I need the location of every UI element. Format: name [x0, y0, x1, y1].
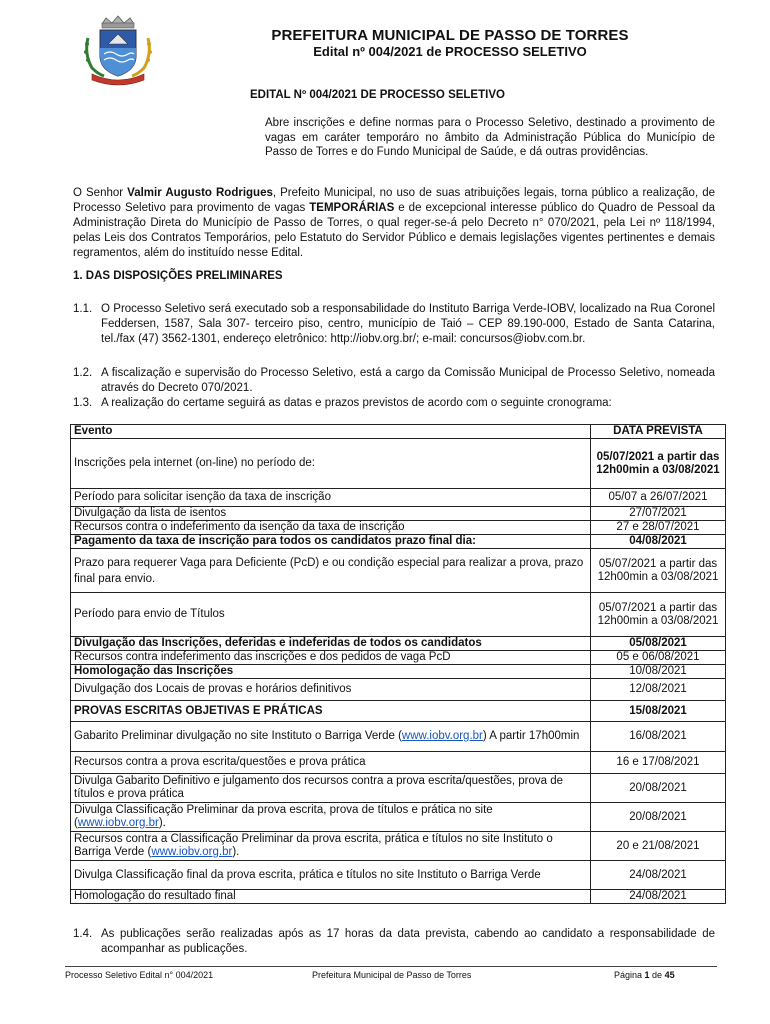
footer-page-number: Página 1 de 45	[614, 970, 675, 980]
table-row: Divulgação das Inscrições, deferidas e indeferidas de todos os candidatos 05/08/2021	[71, 637, 726, 651]
schedule-table	[70, 424, 726, 904]
edital-subtitle: Edital nº 004/2021 de PROCESSO SELETIVO	[313, 44, 587, 59]
clause-1-3: 1.3. A realização do certame seguirá as datas e prazos previstos de acordo com o seguinte cronograma:	[73, 397, 612, 409]
iobv-link[interactable]: www.iobv.org.br	[151, 846, 233, 858]
table-header-row	[71, 425, 726, 439]
table-row: Divulga Classificação Preliminar da prova escrita, prova de títulos e prática no site (www.iobv.org.br). 20/08/2021	[71, 803, 726, 832]
footer-divider	[65, 966, 717, 967]
table-row: Divulgação da lista de isentos 27/07/2021	[71, 507, 726, 521]
mayor-name: Valmir Augusto Rodrigues	[127, 187, 273, 199]
table-row: Divulgação dos Locais de provas e horários definitivos 12/08/2021	[71, 679, 726, 701]
table-row: Inscrições pela internet (on-line) no período de: 05/07/2021 a partir das 12h00min a 03/08/2021	[71, 439, 726, 489]
table-row: Pagamento da taxa de inscrição para todos os candidatos prazo final dia: 04/08/2021	[71, 535, 726, 549]
table-row: Prazo para requerer Vaga para Deficiente (PcD) e ou condição especial para realizar a prova, prazo final para envio. 05/07/2021 a partir das 12h00min a 03/08/2021	[71, 549, 726, 593]
table-row: Divulga Gabarito Definitivo e julgamento dos recursos contra a prova escrita/questões, prova de títulos e prova prática 20/08/2021	[71, 774, 726, 803]
municipal-coat-of-arms-icon	[78, 14, 158, 88]
table-row: Recursos contra indeferimento das inscrições e dos pedidos de vaga PcD 05 e 06/08/2021	[71, 651, 726, 665]
table-row: Homologação do resultado final 24/08/2021	[71, 890, 726, 904]
table-row: Divulga Classificação final da prova escrita, prática e títulos no site Instituto o Barriga Verde 24/08/2021	[71, 861, 726, 890]
temporarias-label: TEMPORÁRIAS	[309, 202, 395, 214]
table-row: Período para envio de Títulos 05/07/2021 a partir das 12h00min a 03/08/2021	[71, 593, 726, 637]
header-data: DATA PREVISTA	[591, 425, 726, 439]
header-evento: Evento	[71, 425, 591, 439]
clause-1-4: 1.4. As publicações serão realizadas após as 17 horas da data prevista, cabendo ao candidato a responsabilidade de acompanhar as publicações.	[73, 928, 715, 955]
iobv-link[interactable]: www.iobv.org.br	[401, 730, 483, 742]
ementa-paragraph: Abre inscrições e define normas para o Processo Seletivo, destinado a provimento de vagas em caráter temporáro no âmbito da Administração Pública do Município de Passo de Torres e do Fundo Municipal de Saúde, e dá outras providências.	[265, 117, 715, 158]
table-row: Recursos contra a prova escrita/questões e prova prática 16 e 17/08/2021	[71, 752, 726, 774]
section-heading-1: 1. DAS DISPOSIÇÕES PRELIMINARES	[73, 270, 283, 282]
intro-paragraph: O Senhor Valmir Augusto Rodrigues, Prefeito Municipal, no uso de suas atribuições legais, torna público a realização, de Processo Seletivo para provimento de vagas TEMPORÁRIAS e de excepcional interesse público do Quadro de Pessoal da Administração Direta do Município de Passo de Torres, o qual reger-se-á pelo Decreto n° 070/2021, pela Lei nº 118/1994, pelas Leis dos Contratos Temporários, pelo Estatuto do Servidor Público e demais legislações vigentes pertinentes e demais regramentos, além do instituído nesse Edital.	[73, 187, 716, 259]
clause-1-2: 1.2. A fiscalização e supervisão do Processo Seletivo, está a cargo da Comissão Municipal de Processo Seletivo, nomeada através do Decreto 070/2021.	[73, 367, 715, 394]
footer-edital: Processo Seletivo Edital n° 004/2021	[65, 970, 214, 980]
iobv-link[interactable]: www.iobv.org.br	[77, 817, 159, 829]
municipality-title: PREFEITURA MUNICIPAL DE PASSO DE TORRES	[271, 27, 629, 44]
footer-municipality: Prefeitura Municipal de Passo de Torres	[312, 970, 472, 980]
clause-1-1: 1.1. O Processo Seletivo será executado sob a responsabilidade do Instituto Barriga Verde-IOBV, localizado na Rua Coronel Feddersen, 1587, Sala 307- terceiro piso, centro, município de Taió – CEP 89.190-000, Estado de Santa Catarina, tel./fax (47) 3562-1301, endereço eletrônico: http://iobv.org.br/; e-mail: concursos@iobv.com.br.	[73, 303, 715, 345]
table-row: Recursos contra a Classificação Preliminar da prova escrita, prática e títulos no site Instituto o Barriga Verde (www.iobv.org.br). 20 e 21/08/2021	[71, 832, 726, 861]
table-row: Recursos contra o indeferimento da isenção da taxa de inscrição 27 e 28/07/2021	[71, 521, 726, 535]
table-row: PROVAS ESCRITAS OBJETIVAS E PRÁTICAS 15/08/2021	[71, 701, 726, 722]
edital-heading: EDITAL Nº 004/2021 DE PROCESSO SELETIVO	[250, 89, 505, 101]
table-row: Período para solicitar isenção da taxa de inscrição 05/07 a 26/07/2021	[71, 489, 726, 507]
table-row: Gabarito Preliminar divulgação no site Instituto o Barriga Verde (www.iobv.org.br) A partir 17h00min 16/08/2021	[71, 722, 726, 752]
table-row: Homologação das Inscrições 10/08/2021	[71, 665, 726, 679]
